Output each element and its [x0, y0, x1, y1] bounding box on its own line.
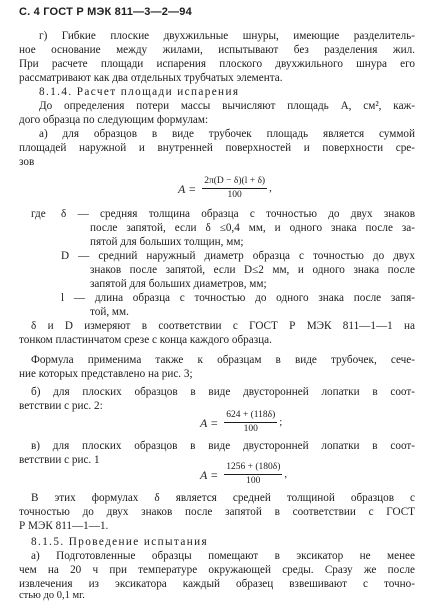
- formula-lhs: A =: [200, 415, 219, 430]
- formula-punctuation: ;: [279, 416, 283, 429]
- text-line: запятой для больших диаметров, мм;: [90, 278, 267, 290]
- page-header: С. 4 ГОСТ Р МЭК 811—3—2—94: [19, 6, 192, 18]
- text-line: после запятой, если δ ≤0,4 мм, и одного знака после за-: [90, 222, 415, 234]
- formula-denominator: 100: [227, 190, 242, 201]
- text-line: пятой для больших толщин, мм;: [90, 236, 244, 248]
- text-line: ветствии с рис. 2:: [19, 400, 103, 412]
- text-line: извлечения из эксикатора каждый образец взвешивают с точно-: [19, 578, 415, 590]
- formula-blade-fig2: [200, 410, 282, 435]
- text-line: г) Гибкие плоские двухжильные шнуры, имеющие разделитель-: [39, 30, 415, 42]
- formula-fraction: [224, 410, 277, 435]
- text-line: знаков после запятой, если D≤2 мм, и одного знака после: [90, 264, 415, 276]
- text-line: ное основание между жилами, испытывают без разделения жил.: [19, 44, 415, 56]
- text-line: а) Подготовленные образцы помещают в эксикатор не менее: [31, 550, 415, 562]
- text-line: в) для плоских образцов в виде двусторонней лопатки в соот-: [31, 440, 415, 452]
- formula-tube-area: [178, 176, 272, 201]
- text-line: При расчете площади испарения плоского двухжильного шнура его: [19, 58, 415, 70]
- text-line: рассматривают как два отдельных трубчатых элемента.: [19, 72, 283, 84]
- formula-numerator: 2π(D − δ)(l + δ): [202, 176, 267, 189]
- text-line: δ — средняя толщина образца с точностью до двух знаков: [61, 208, 415, 220]
- formula-numerator: 624 + (118δ): [224, 410, 277, 423]
- text-line: площадей наружной и внутренней поверхностей и поверхности сре-: [19, 142, 415, 154]
- text-line: дого образца по следующим формулам:: [19, 114, 209, 126]
- formula-numerator: 1256 + (180δ): [224, 462, 282, 475]
- text-line: D — средний наружный диаметр образца с точностью до двух: [61, 250, 415, 262]
- formula-punctuation: ,: [269, 182, 272, 195]
- text-line: ветствии с рис. 1: [19, 454, 100, 466]
- text-line: До определения потери массы вычисляют площадь А, см², каж-: [39, 100, 415, 112]
- text-line: В этих формулах δ является средней толщиной образцов с: [31, 492, 415, 504]
- text-line: l — длина образца с точностью до одного знака после запя-: [61, 292, 415, 304]
- text-line: чем на 20 ч при температуре окружающей среды. Сразу же после: [19, 564, 415, 576]
- formula-punctuation: ,: [284, 468, 288, 481]
- text-line: точностью до двух знаков после запятой в соответствии с ГОСТ: [19, 506, 415, 518]
- text-line: зов: [19, 156, 35, 168]
- text-line: б) для плоских образцов в виде двусторонней лопатки в соот-: [31, 386, 415, 398]
- formula-fraction: [202, 176, 267, 201]
- section-heading: 8.1.5. Проведение испытания: [31, 536, 209, 548]
- text-line: той, мм.: [90, 306, 129, 318]
- where-label: где: [31, 208, 46, 220]
- formula-denominator: 100: [243, 424, 258, 435]
- formula-lhs: A =: [200, 467, 219, 482]
- text-line: Формула применима также к образцам в виде трубочек, сече-: [31, 354, 415, 366]
- formula-denominator: 100: [246, 476, 261, 487]
- formula-lhs: A =: [178, 181, 197, 196]
- formula-fraction: [224, 462, 282, 487]
- section-heading: 8.1.4. Расчет площади испарения: [39, 86, 240, 98]
- text-line: тонком пластинчатом срезе с конца каждого образца.: [19, 334, 272, 346]
- text-line: Р МЭК 811—1—1.: [19, 520, 109, 532]
- text-line: а) для образцов в виде трубочек площадь является суммой: [39, 128, 415, 140]
- text-line: ние которых представлено на рис. 3;: [19, 368, 193, 380]
- text-line: стью до 0,1 мг.: [19, 590, 85, 601]
- text-line: δ и D измеряют в соответствии с ГОСТ Р МЭК 811—1—1 на: [31, 320, 415, 332]
- formula-blade-fig1: [200, 462, 287, 487]
